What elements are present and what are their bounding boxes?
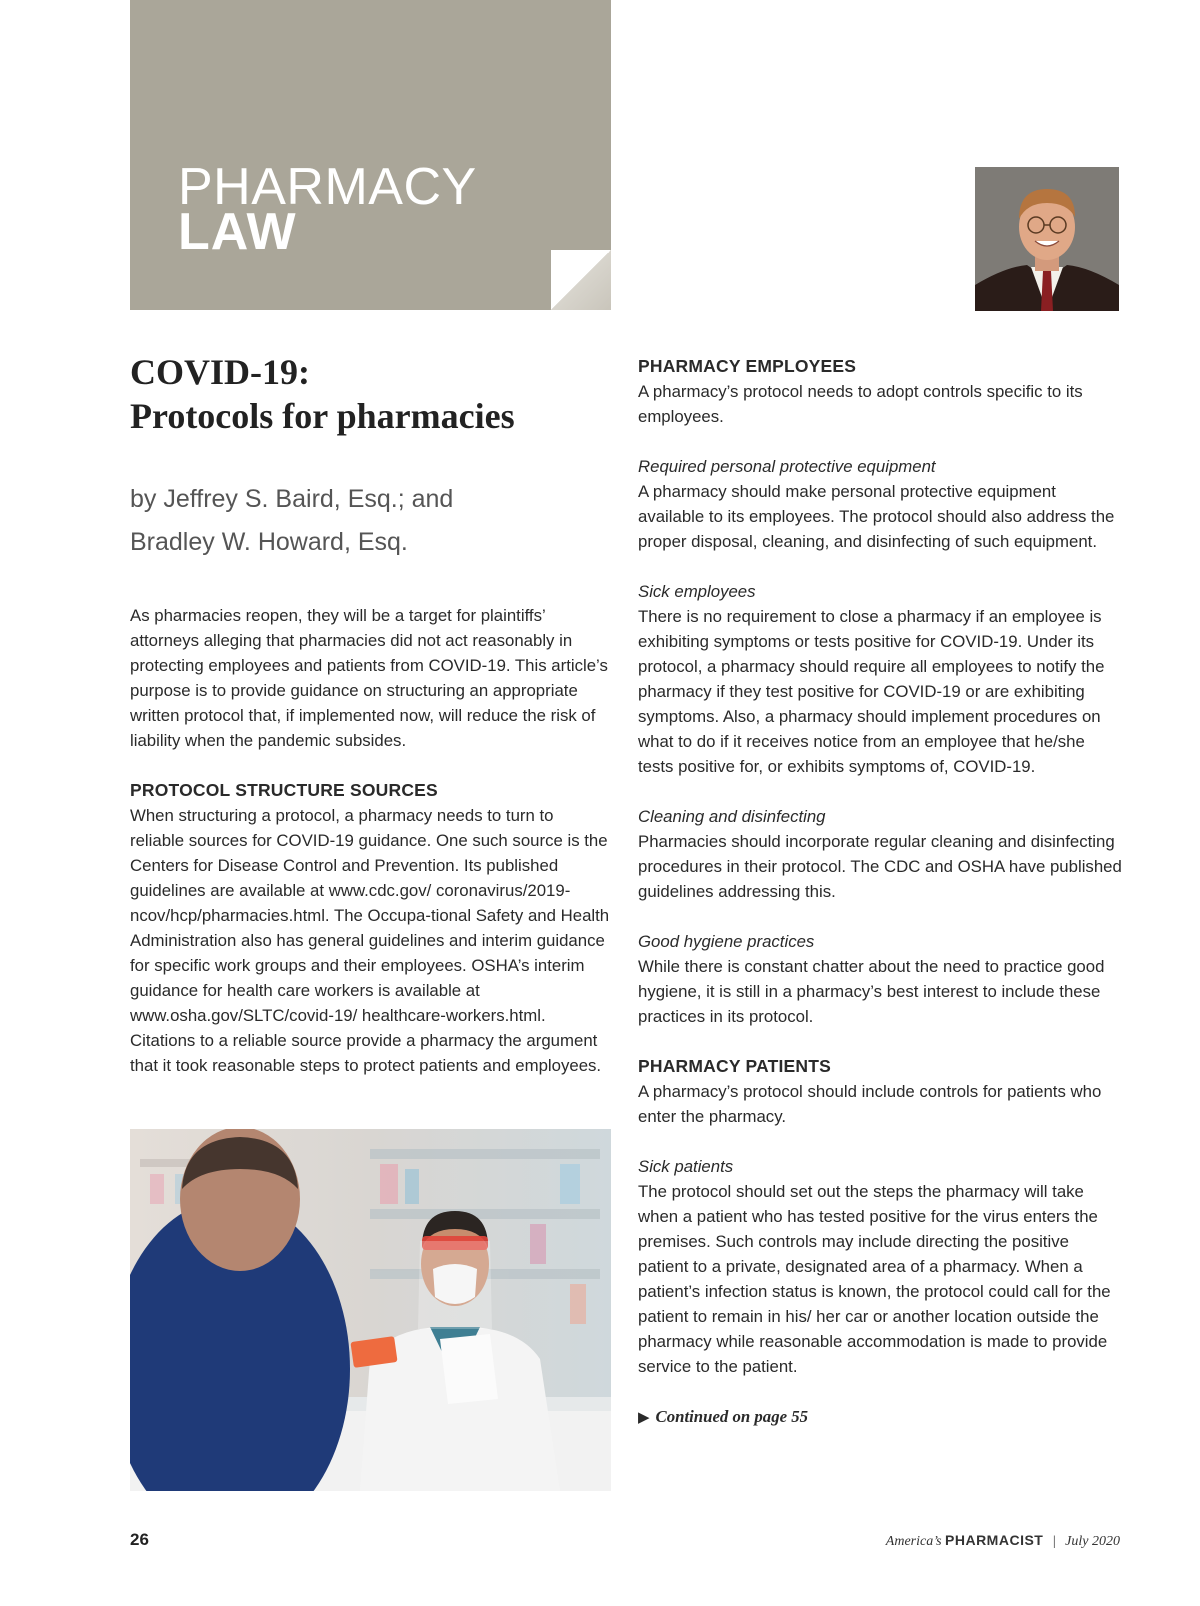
patients-heading: PHARMACY PATIENTS (638, 1056, 831, 1076)
byline-line-2: Bradley W. Howard, Esq. (130, 528, 408, 556)
sick-employees-heading: Sick employees (638, 582, 756, 601)
cleaning-heading: Cleaning and disinfecting (638, 807, 826, 826)
byline-line-1: by Jeffrey S. Baird, Esq.; and (130, 485, 454, 513)
running-footer (886, 1532, 1120, 1550)
footer-separator: | (1052, 1534, 1056, 1549)
article-title (130, 350, 610, 438)
play-triangle-icon: ▶ (638, 1408, 650, 1426)
protocol-sources-body: When structuring a protocol, a pharmacy needs to turn to reliable sources for COVID-19 guidance. One such source is the Centers for Disease Control and Prevention. Its published guidelines are available at www.cdc.gov/ coronavirus/2019-ncov/hcp/pharmacies.html. The Occupa-tional Safety and Health Administration also has general guidelines and interim guidance for specific work groups and their employees. OSHA’s interim guidance for health care workers is available at www.osha.gov/SLTC/covid-19/ healthcare-workers.html. Citations to a reliable source provide a pharmacy the argument that it took reasonable steps to protect patients and employees. (130, 806, 610, 1075)
sick-patients-heading: Sick patients (638, 1157, 734, 1176)
sick-employees-body: There is no requirement to close a pharmacy if an employee is exhibiting symptoms or tests positive for COVID-19. Under its protocol, a pharmacy should require all employees to notify the pharmacy if they test positive for COVID-19 or are exhibiting symptoms. Also, a pharmacy should implement procedures on what to do if it receives notice from an employee that he/she tests positive for, or exhibits symptoms of, COVID-19. (638, 607, 1105, 776)
publication-name: PHARMACIST (945, 1532, 1044, 1548)
patients-intro: A pharmacy’s protocol should include controls for patients who enter the pharmacy. (638, 1082, 1102, 1126)
employees-intro: A pharmacy’s protocol needs to adopt controls specific to its employees. (638, 382, 1083, 426)
sick-patients-body: The protocol should set out the steps the pharmacy will take when a patient who has tested positive for the virus enters the premises. Such controls may include directing the positive patient to a private, designated area of a pharmacy. When a patient’s infection status is known, the protocol could call for the patient to remain in his/ her car or another location outside the pharmacy while reasonable accommodation is made to provide service to the patient. (638, 1182, 1111, 1376)
protocol-sources-heading: PROTOCOL STRUCTURE SOURCES (130, 780, 438, 800)
banner-kicker: PHARMACY (178, 158, 477, 216)
continued-label: Continued on page 55 (655, 1407, 809, 1426)
cleaning-body: Pharmacies should incorporate regular cleaning and disinfecting procedures in their protocol. The CDC and OSHA have published guidelines addressing this. (638, 832, 1122, 901)
ppe-heading: Required personal protective equipment (638, 457, 936, 476)
page-curl-decoration (551, 250, 611, 310)
pharmacist-photo (130, 1129, 611, 1491)
right-column (638, 354, 1123, 1430)
title-line-1: COVID-19: (130, 352, 310, 392)
banner-section: LAW (178, 203, 297, 261)
left-column (130, 603, 610, 1103)
author-portrait (975, 167, 1119, 311)
title-line-2: Protocols for pharmacies (130, 396, 515, 436)
byline (130, 478, 610, 564)
ppe-body: A pharmacy should make personal protective equipment available to its employees. The protocol should also address the proper disposal, cleaning, and disinfecting of such equipment. (638, 482, 1115, 551)
hygiene-heading: Good hygiene practices (638, 932, 815, 951)
continued-link[interactable] (638, 1404, 1123, 1430)
intro-paragraph: As pharmacies reopen, they will be a target for plaintiffs’ attorneys alleging that pharmacies did not act reasonably in protecting employees and patients from COVID-19. This article’s purpose is to provide guidance on structuring an appropriate written protocol that, if implemented now, will reduce the risk of liability when the pandemic subsides. (130, 606, 608, 750)
section-banner (130, 0, 611, 310)
issue-date: July 2020 (1065, 1534, 1120, 1549)
page-number: 26 (130, 1530, 149, 1549)
hygiene-body: While there is constant chatter about the need to practice good hygiene, it is still in a pharmacy’s best interest to include these practices in its protocol. (638, 957, 1105, 1026)
publication-prefix: America’s (885, 1534, 942, 1549)
employees-heading: PHARMACY EMPLOYEES (638, 356, 857, 376)
